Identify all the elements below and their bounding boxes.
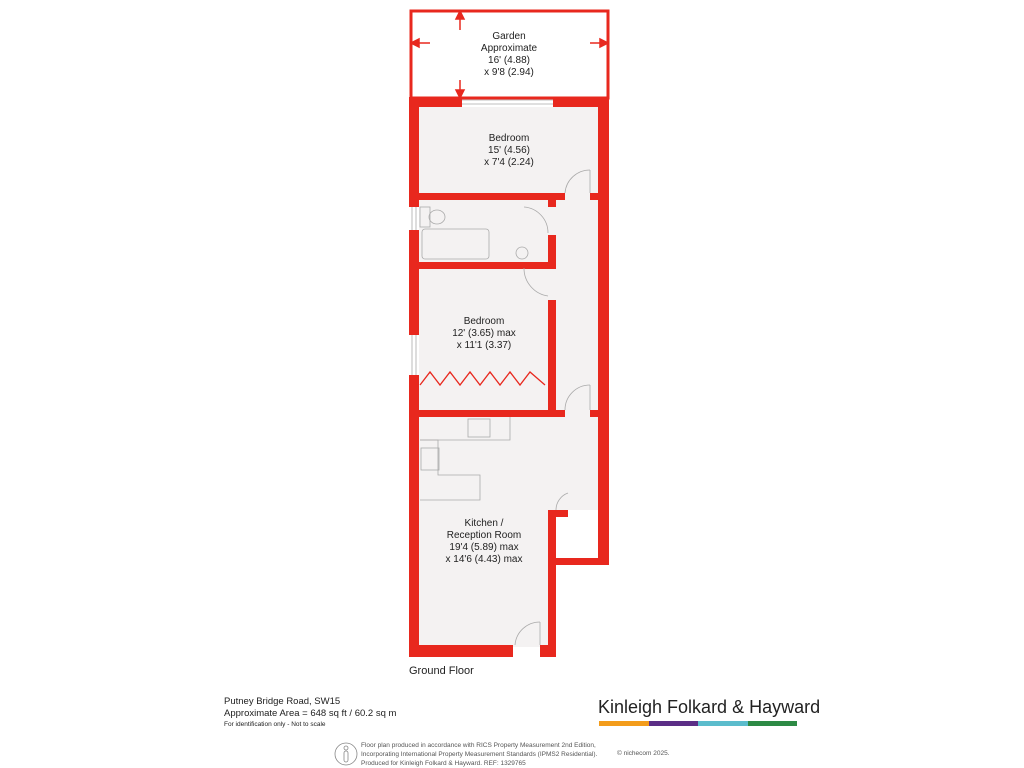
address: Putney Bridge Road, SW15 — [224, 696, 341, 707]
rics-line: Produced for Kinleigh Folkard & Hayward. REF: 1329765 — [361, 760, 526, 767]
person-icon — [334, 742, 358, 766]
brand-logo: Kinleigh Folkard & Hayward — [598, 697, 821, 717]
disclaimer: For identification only - Not to scale — [224, 721, 326, 728]
garden-label: Garden Approximate 16' (4.88) x 9'8 (2.94) — [480, 31, 538, 78]
copyright: © nichecom 2025. — [617, 750, 670, 757]
bedroom2-label: Bedroom 12' (3.65) max x 11'1 (3.37) — [452, 316, 516, 351]
kitchen-label: Kitchen / Reception Room 19'4 (5.89) max x 14'6 (4.43) max — [445, 518, 523, 565]
rics-line: Incorporating International Property Measurement Standards (IPMS2 Residential). — [361, 751, 598, 758]
area: Approximate Area = 648 sq ft / 60.2 sq m — [224, 708, 397, 719]
floor-label: Ground Floor — [409, 665, 474, 677]
brand-color-bar — [599, 721, 797, 726]
address-block — [224, 696, 396, 720]
bedroom1-label: Bedroom 15' (4.56) x 7'4 (2.24) — [484, 133, 534, 168]
rics-statement — [361, 741, 597, 768]
rics-line: Floor plan produced in accordance with RICS Property Measurement 2nd Edition, — [361, 742, 596, 749]
